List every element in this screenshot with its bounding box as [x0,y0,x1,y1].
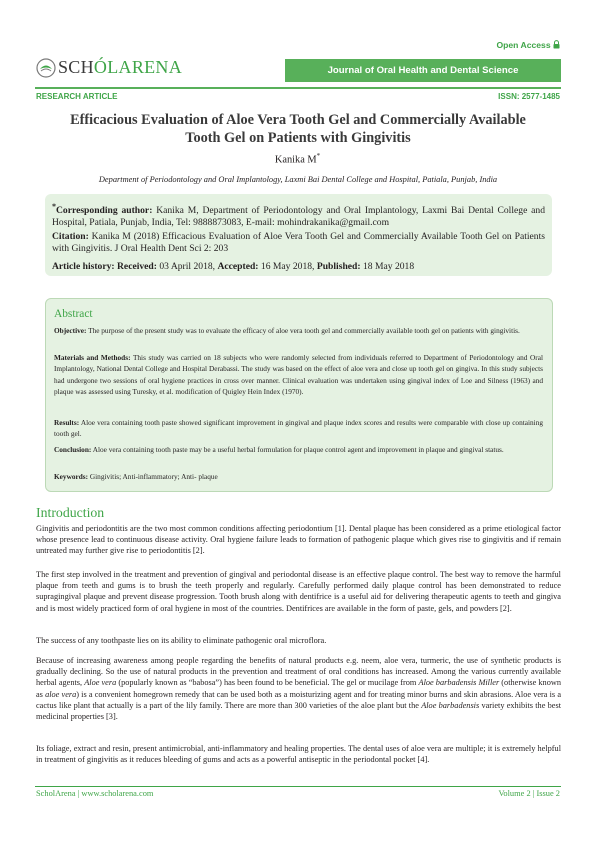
header-divider [35,87,561,89]
logo-text: SCHÓLARENA [58,57,183,77]
title-line: Tooth Gel on Patients with Gingivitis [185,130,411,146]
article-info-box [45,194,552,276]
article-history: Article history: Received: 03 April 2018, Accepted: 16 May 2018, Published: 18 May 2018 [52,261,415,272]
author-affiliation: Department of Periodontology and Oral Implantology, Laxmi Bai Dental College and Hospital, Patiala, Punjab, India [98,175,498,184]
body-paragraph: Gingivitis and periodontitis are the two most common conditions affecting periodontium [1]. Dental plaque has been considered as a prime etiological factor whose presence lead to continuous disease activity. Oral hygiene failure leads to formation of pathogenic plaque which gives rise to gingivitis and if remain untreated may further give rise to periodontitis [2]. [36,524,561,556]
footer-volume-issue: Volume 2 | Issue 2 [498,789,560,798]
lock-icon [553,40,560,49]
introduction-heading: Introduction [36,505,105,520]
open-access-label: Open Access [496,40,560,50]
footer-divider [35,786,561,787]
citation: Citation: Kanika M (2018) Efficacious Evaluation of Aloe Vera Tooth Gel and Commercially Available Tooth Gel on Patients with Gingivitis. J Oral Health Dent Sci 2: 203 [52,231,545,255]
abstract-methods: Materials and Methods: This study was carried on 18 subjects who were randomly selected from individuals referred to Department of Periodontology and Oral Implantology, National Dental College and Hospital Derabassi. The study was based on the effect of aloe vera and close up tooth gel on gingiva. In this study subjects had undergone two sessions of oral hygiene practices in cross over manner. Clinical evaluation was undertaken using gingival index of Loe and Silness (1963) and plaque was assessed using Turesky, et al. modification of Quigley Hein Index (1970). [54,353,543,397]
corresponding-author: *Corresponding author: Kanika M, Department of Periodontology and Oral Implantology, Laxmi Bai Dental College and Hospital, Patiala, Punjab, India, Tel: 9888873083, E-mail: mohindrakanika@gmail.com [52,202,545,229]
abstract-heading: Abstract [54,308,93,320]
scholarena-logo-mark-icon [36,58,56,78]
body-paragraph: The first step involved in the treatment and prevention of gingival and periodontal disease is an effective plaque control. The best way to remove the harmful plaque from teeth and gums is to brush the teeth properly and regularly. Carefully performed daily plaque control has been demonstrated to reduce supragingival plaque and prevent disease progression. Tooth brush along with dentifrice is a useful aid for delivering therapeutic agents to teeth and gingiva and is most widely practiced form of oral hygiene in most of the countries. Dentifrices are available in the form of paste, gels, and powders [2]. [36,570,561,613]
body-paragraph: Because of increasing awareness among people regarding the benefits of natural products e.g. neem, aloe vera, turmeric, the use of synthetic products is gradually declining. So the use of natural products in the prevention and treatment of oral conditions has increased. Among the various currently available herbal agents, Aloe vera (popularly known as “babosa”) has been found to be beneficial. The gel or mucilage from Aloe barbadensis Miller (otherwise known as aloe vera) is a convenient homegrown remedy that can be used both as a moisturizing agent and for treating minor burns and skin abrasions. Aloe vera is a cactus like plant that actually is a part of the lily family. There are more than 300 varieties of the aloe plant but the Aloe barbadensis variety exhibits the best medicinal properties [3]. [36,656,561,722]
body-paragraph: The success of any toothpaste lies on its ability to eliminate pathogenic oral microflora. [36,636,327,645]
author-name: Kanika M* [274,152,321,166]
issn-label: ISSN: 2577-1485 [498,92,560,101]
abstract-keywords: Keywords: Gingivitis; Anti-inflammatory; Anti- plaque [54,472,218,481]
footer-publisher: ScholArena | www.scholarena.com [36,789,154,798]
scholarena-logo[interactable] [36,57,206,79]
abstract-box [45,298,553,492]
article-type-label: RESEARCH ARTICLE [36,92,118,101]
abstract-objective: Objective: The purpose of the present study was to evaluate the efficacy of aloe vera tooth gel and commercially available tooth gel on patients with gingivitis. [54,326,520,335]
abstract-results: Results: Aloe vera containing tooth paste showed significant improvement in gingival and plaque index scores and results were comparable with close up containing tooth gel. [54,418,543,439]
title-line: Efficacious Evaluation of Aloe Vera Tooth Gel and Commercially Available [70,112,526,128]
article-title [40,111,556,147]
journal-name-banner: Journal of Oral Health and Dental Science [285,59,561,82]
abstract-conclusion: Conclusion: Aloe vera containing tooth paste may be a useful herbal formulation for plaque control agent and improvement in plaque and gingival status. [54,445,504,454]
body-paragraph: Its foliage, extract and resin, present antimicrobial, anti-inflammatory and healing properties. The dental uses of aloe vera are multiple; it is extremely helpful in treatment of gingivitis as it reduces bleeding of gums and acts as a powerful antiseptic in the periodontal pocket [4]. [36,744,561,765]
